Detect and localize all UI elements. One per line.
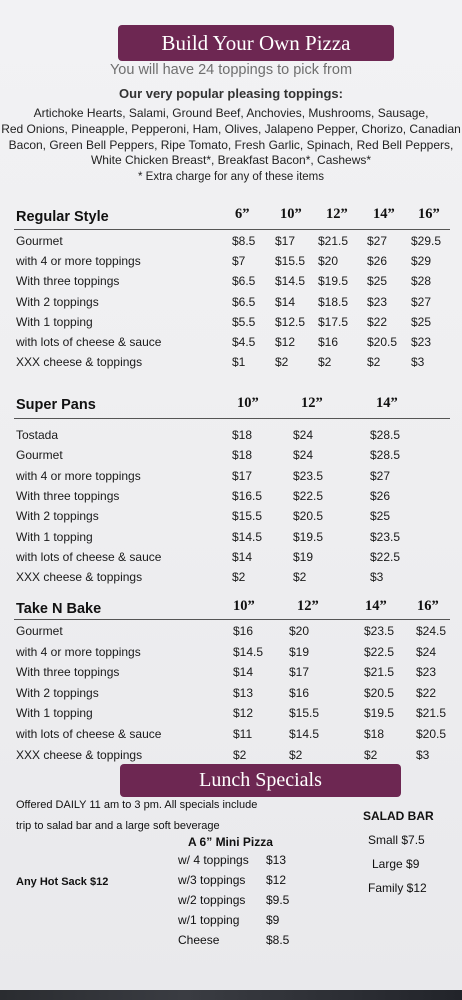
price-cell: $27: [370, 469, 391, 483]
price-cell: $7: [232, 254, 246, 268]
price-cell: $28.5: [370, 428, 401, 442]
size-header: 16”: [418, 206, 440, 222]
extra-charge-note: * Extra charge for any of these items: [137, 171, 324, 183]
price-cell: $2: [232, 570, 246, 584]
price-cell: $2: [364, 748, 378, 762]
price-cell: $2: [293, 570, 307, 584]
price-cell: $2: [233, 748, 247, 762]
price-cell: $12: [275, 335, 296, 349]
price-cell: $18.5: [318, 295, 349, 309]
section-title: Regular Style: [16, 209, 109, 225]
price-cell: $23: [411, 335, 432, 349]
mini-pizza-option: w/2 toppings: [178, 893, 246, 907]
price-row-label: XXX cheese & toppings: [16, 355, 143, 369]
price-cell: $18: [232, 428, 253, 442]
section-title: Take N Bake: [16, 601, 102, 617]
mini-pizza-price: $9: [266, 913, 280, 927]
price-cell: $6.5: [232, 274, 256, 288]
price-cell: $23.5: [370, 530, 401, 544]
mini-pizza-price: $9.5: [266, 893, 290, 907]
price-cell: $16: [289, 686, 310, 700]
price-cell: $6.5: [232, 295, 256, 309]
lunch-offered-text: trip to salad bar and a large soft beverage: [16, 820, 220, 832]
section-title: Super Pans: [16, 397, 96, 413]
lunch-specials-banner: Lunch Specials: [120, 764, 401, 797]
price-row-label: With 1 topping: [16, 315, 93, 329]
price-cell: $20: [289, 624, 310, 638]
price-row-label: With three toppings: [16, 489, 120, 503]
price-cell: $26: [370, 489, 391, 503]
mini-pizza-option: w/3 toppings: [178, 873, 246, 887]
price-row-label: with 4 or more toppings: [16, 254, 141, 268]
price-cell: $17: [289, 665, 310, 679]
price-cell: $16: [233, 624, 254, 638]
price-cell: $27: [367, 234, 388, 248]
price-cell: $28.5: [370, 448, 401, 462]
price-cell: $15.5: [275, 254, 306, 268]
price-row-label: with 4 or more toppings: [16, 645, 141, 659]
price-row-label: Tostada: [16, 428, 59, 442]
price-cell: $25: [411, 315, 432, 329]
price-cell: $17: [232, 469, 253, 483]
size-header: 10”: [280, 206, 302, 222]
price-cell: $16.5: [232, 489, 263, 503]
price-row-label: with lots of cheese & sauce: [16, 550, 162, 564]
toppings-line: White Chicken Breast*, Breakfast Bacon*, Cashews*: [90, 153, 372, 167]
price-cell: $20.5: [293, 509, 324, 523]
price-cell: $20.5: [364, 686, 395, 700]
size-header: 14”: [376, 395, 398, 411]
price-cell: $14: [232, 550, 253, 564]
size-header: 16”: [417, 598, 439, 614]
price-cell: $14.5: [275, 274, 306, 288]
price-row-label: With three toppings: [16, 665, 120, 679]
size-header: 12”: [301, 395, 323, 411]
price-cell: $14: [233, 665, 254, 679]
price-cell: $2: [367, 355, 381, 369]
section-divider: [14, 619, 450, 620]
size-header: 12”: [297, 598, 319, 614]
price-cell: $24: [293, 428, 314, 442]
price-cell: $24.5: [416, 624, 447, 638]
salad-bar-option: Small $7.5: [368, 833, 425, 847]
size-header: 10”: [237, 395, 259, 411]
price-cell: $29.5: [411, 234, 442, 248]
price-cell: $2: [289, 748, 303, 762]
price-cell: $19: [289, 645, 310, 659]
price-row-label: With 2 toppings: [16, 295, 99, 309]
price-cell: $12.5: [275, 315, 306, 329]
price-cell: $14.5: [289, 727, 320, 741]
price-row-label: with lots of cheese & sauce: [16, 335, 162, 349]
price-cell: $25: [370, 509, 391, 523]
price-row-label: With 1 topping: [16, 530, 93, 544]
price-cell: $24: [293, 448, 314, 462]
size-header: 6”: [235, 206, 250, 222]
price-cell: $17.5: [318, 315, 349, 329]
toppings-line: Bacon, Green Bell Peppers, Ripe Tomato, Fresh Garlic, Spinach, Red Bell Peppers,: [8, 138, 454, 152]
size-header: 14”: [373, 206, 395, 222]
price-cell: $23.5: [364, 624, 395, 638]
popular-toppings-heading: Our very popular pleasing toppings:: [119, 86, 343, 101]
price-cell: $12: [233, 706, 254, 720]
toppings-line: Artichoke Hearts, Salami, Ground Beef, Anchovies, Mushrooms, Sausage,: [33, 106, 429, 120]
price-row-label: With 2 toppings: [16, 509, 99, 523]
price-cell: $2: [318, 355, 332, 369]
price-cell: $18: [232, 448, 253, 462]
price-row-label: With three toppings: [16, 274, 120, 288]
price-cell: $3: [416, 748, 430, 762]
size-header: 12”: [326, 206, 348, 222]
price-cell: $15.5: [232, 509, 263, 523]
mini-pizza-price: $12: [266, 873, 287, 887]
price-cell: $20.5: [416, 727, 447, 741]
price-row-label: with lots of cheese & sauce: [16, 727, 162, 741]
price-row-label: Gourmet: [16, 234, 63, 248]
price-cell: $5.5: [232, 315, 256, 329]
price-row-label: with 4 or more toppings: [16, 469, 141, 483]
price-cell: $23: [416, 665, 437, 679]
price-cell: $22.5: [293, 489, 324, 503]
price-cell: $19.5: [293, 530, 324, 544]
price-row-label: Gourmet: [16, 624, 63, 638]
price-cell: $21.5: [416, 706, 447, 720]
price-cell: $19.5: [318, 274, 349, 288]
title-banner: Build Your Own Pizza: [118, 25, 394, 61]
table-surface: [0, 990, 462, 1000]
mini-pizza-option: w/ 4 toppings: [178, 853, 249, 867]
price-cell: $14: [275, 295, 296, 309]
mini-pizza-title: A 6” Mini Pizza: [188, 835, 273, 849]
mini-pizza-option: w/1 topping: [178, 913, 240, 927]
price-cell: $21.5: [364, 665, 395, 679]
price-cell: $26: [367, 254, 388, 268]
mini-pizza-price: $8.5: [266, 933, 290, 947]
price-cell: $22: [367, 315, 388, 329]
lunch-offered-text: Offered DAILY 11 am to 3 pm. All specials include: [16, 799, 258, 811]
price-cell: $22: [416, 686, 437, 700]
price-cell: $2: [275, 355, 289, 369]
price-row-label: XXX cheese & toppings: [16, 570, 143, 584]
mini-pizza-price: $13: [266, 853, 287, 867]
price-cell: $22.5: [364, 645, 395, 659]
price-cell: $19: [293, 550, 314, 564]
salad-bar-title: SALAD BAR: [363, 809, 434, 823]
price-cell: $20: [318, 254, 339, 268]
price-row-label: With 2 toppings: [16, 686, 99, 700]
price-cell: $22.5: [370, 550, 401, 564]
price-cell: $17: [275, 234, 296, 248]
hot-sack-special: Any Hot Sack $12: [16, 876, 109, 888]
price-cell: $1: [232, 355, 246, 369]
section-divider: [14, 229, 450, 230]
price-cell: $29: [411, 254, 432, 268]
price-cell: $23.5: [293, 469, 324, 483]
price-cell: $11: [233, 727, 253, 741]
price-cell: $14.5: [233, 645, 264, 659]
price-cell: $3: [370, 570, 384, 584]
price-cell: $18: [364, 727, 385, 741]
size-header: 14”: [365, 598, 387, 614]
price-row-label: With 1 topping: [16, 706, 93, 720]
price-cell: $13: [233, 686, 254, 700]
price-cell: $21.5: [318, 234, 349, 248]
price-cell: $27: [411, 295, 432, 309]
subtitle: You will have 24 toppings to pick from: [109, 62, 353, 78]
price-row-label: Gourmet: [16, 448, 63, 462]
price-cell: $15.5: [289, 706, 320, 720]
price-cell: $19.5: [364, 706, 395, 720]
price-cell: $3: [411, 355, 425, 369]
section-divider: [14, 418, 450, 419]
price-cell: $16: [318, 335, 339, 349]
price-cell: $25: [367, 274, 388, 288]
price-cell: $28: [411, 274, 432, 288]
salad-bar-option: Large $9: [372, 857, 420, 871]
price-cell: $23: [367, 295, 388, 309]
price-cell: $24: [416, 645, 437, 659]
price-cell: $8.5: [232, 234, 256, 248]
salad-bar-option: Family $12: [368, 881, 427, 895]
mini-pizza-option: Cheese: [178, 933, 220, 947]
price-cell: $4.5: [232, 335, 256, 349]
size-header: 10”: [233, 598, 255, 614]
price-cell: $20.5: [367, 335, 398, 349]
price-cell: $14.5: [232, 530, 263, 544]
toppings-line: Red Onions, Pineapple, Pepperoni, Ham, Olives, Jalapeno Pepper, Chorizo, Canadian: [1, 122, 461, 136]
price-row-label: XXX cheese & toppings: [16, 748, 143, 762]
